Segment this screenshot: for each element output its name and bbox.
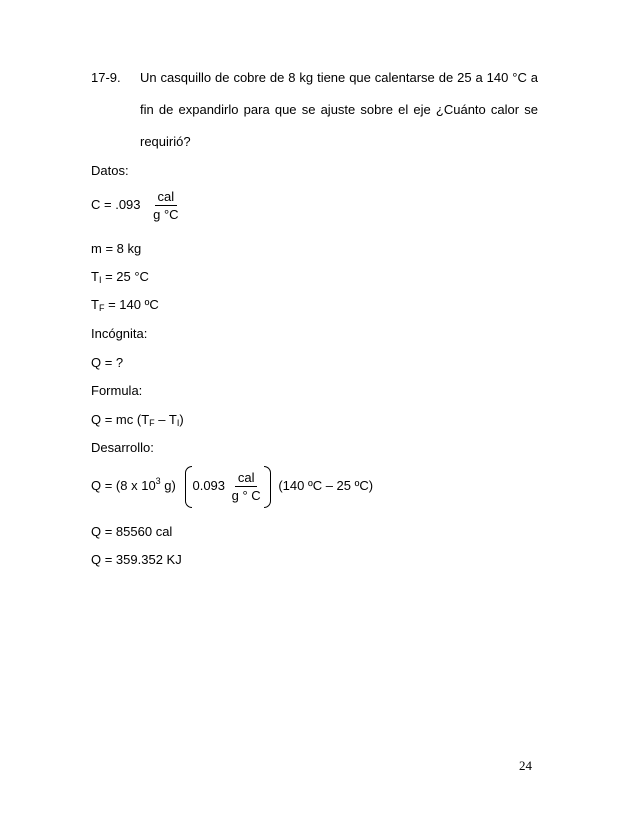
desarrollo-heading: Desarrollo:	[91, 440, 154, 455]
formula-part-3: )	[179, 412, 184, 427]
problem-number: 17-9.	[91, 70, 121, 85]
initial-temperature-subscript: I	[98, 275, 102, 285]
final-temperature-subscript: F	[98, 303, 105, 313]
incognita-heading: Incógnita:	[91, 326, 148, 341]
problem-line-2: fin de expandirlo para que se ajuste sobre el eje ¿Cuánto calor se	[140, 102, 538, 117]
formula-heading: Formula:	[91, 383, 143, 398]
calculation-unit-numerator: cal	[235, 470, 258, 487]
calculation-specific-heat-value: 0.093	[192, 478, 226, 493]
final-temperature-symbol: T	[91, 297, 99, 312]
datos-heading: Datos:	[91, 163, 129, 178]
formula-part-1: Q = mc (T	[91, 412, 150, 427]
formula-part-2: – T	[154, 412, 177, 427]
calculation-unit-denominator: g ° C	[231, 488, 261, 504]
calculation-exponent: 3	[155, 476, 161, 486]
specific-heat-unit-numerator: cal	[155, 189, 178, 206]
formula-subscript-initial: I	[176, 418, 180, 428]
specific-heat-unit-denominator: g °C	[153, 207, 179, 223]
initial-temperature-symbol: T	[91, 269, 99, 284]
problem-line-3: requirió?	[140, 134, 191, 149]
result-calories: Q = 85560 cal	[91, 524, 173, 539]
mass-line: m = 8 kg	[91, 241, 142, 256]
result-kilojoules: Q = 359.352 KJ	[91, 552, 182, 567]
specific-heat-prefix: C = .093	[91, 197, 141, 212]
final-temperature-line	[91, 297, 159, 313]
calculation-unit-fraction	[229, 470, 264, 503]
unknown-line: Q = ?	[91, 355, 124, 370]
calculation-temperature-difference: (140 ºC – 25 ºC)	[278, 478, 374, 493]
final-temperature-value: = 140 ºC	[104, 297, 159, 312]
calculation-line	[91, 464, 373, 508]
formula-line	[91, 412, 184, 428]
initial-temperature-value: = 25 °C	[101, 269, 149, 284]
specific-heat-line	[91, 188, 182, 222]
specific-heat-unit-fraction	[150, 189, 181, 222]
problem-line-1: Un casquillo de cobre de 8 kg tiene que calentarse de 25 a 140 °C a	[140, 70, 538, 85]
formula-subscript-final: F	[149, 418, 155, 428]
calculation-mass-part: Q = (8 x 10	[91, 478, 156, 493]
right-parenthesis	[264, 466, 271, 508]
page-number: 24	[519, 758, 532, 773]
initial-temperature-line	[91, 269, 149, 285]
calculation-mass-unit: g)	[160, 478, 176, 493]
